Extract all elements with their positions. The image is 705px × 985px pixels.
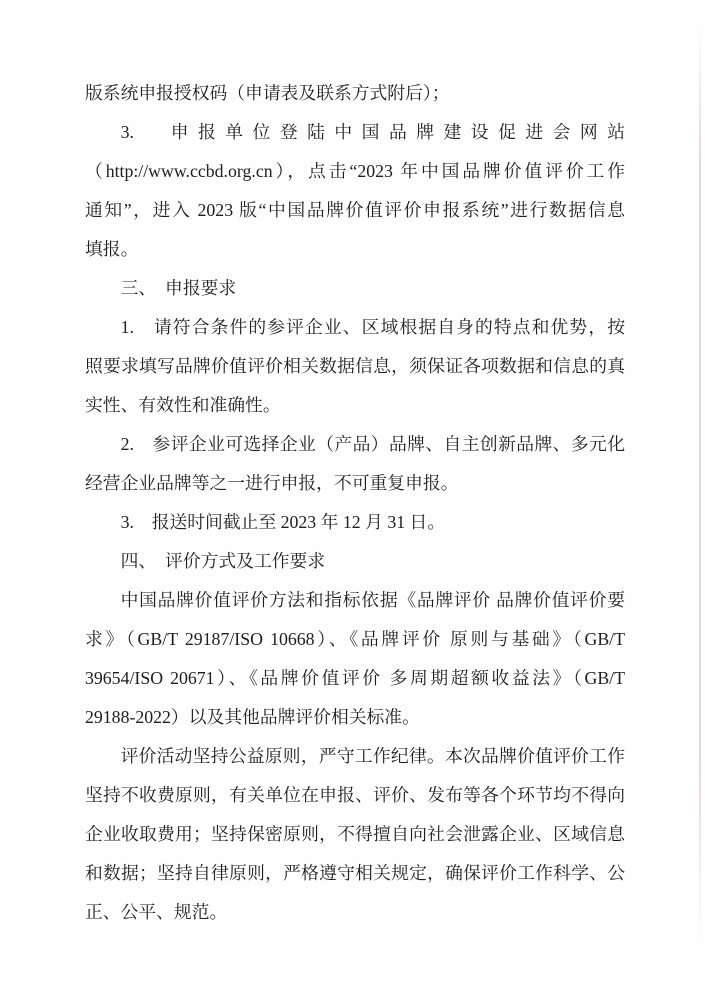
doc-line: 评价活动坚持公益原则，严守工作纪律。本次品牌价值评价工作: [120, 746, 625, 766]
doc-line-url: （http://www.ccbd.org.cn），点击“2023 年中国品牌价值评价工作: [85, 161, 625, 181]
document-body: [85, 74, 625, 932]
section-heading-three: 三、 申报要求: [120, 278, 237, 298]
doc-line-item-3: 3. 申报单位登陆中国品牌建设促进会网站: [120, 122, 625, 142]
doc-line-item-1: 1. 请符合条件的参评企业、区域根据自身的特点和优势，按: [120, 317, 625, 337]
doc-line: 填报。: [85, 239, 139, 259]
doc-line: 正、公平、规范。: [85, 902, 228, 922]
doc-line: 实性、有效性和准确性。: [85, 395, 281, 415]
doc-line: 照要求填写品牌价值评价相关数据信息，须保证各项数据和信息的真: [85, 356, 625, 376]
scan-edge-line: [699, 25, 701, 945]
doc-line: 版系统申报授权码（申请表及联系方式附后）；: [85, 83, 450, 103]
doc-line: 和数据；坚持自律原则，严格遵守相关规定，确保评价工作科学、公: [85, 863, 625, 883]
section-heading-four: 四、 评价方式及工作要求: [120, 551, 326, 571]
doc-line: 企业收取费用；坚持保密原则，不得擅自向社会泄露企业、区域信息: [85, 824, 625, 844]
doc-line: 经营企业品牌等之一进行申报，不可重复申报。: [85, 473, 459, 493]
doc-line: 通知”，进入 2023 版“中国品牌价值评价申报系统”进行数据信息: [85, 200, 625, 220]
doc-line: 中国品牌价值评价方法和指标依据《品牌评价 品牌价值评价要: [120, 590, 625, 610]
doc-line-item-2: 2. 参评企业可选择企业（产品）品牌、自主创新品牌、多元化: [120, 434, 625, 454]
doc-line-standard-gbt: 29188-2022）以及其他品牌评价相关标准。: [85, 707, 420, 727]
doc-line: 坚持不收费原则，有关单位在申报、评价、发布等各个环节均不得向: [85, 785, 625, 805]
doc-line-standard-gbt: 39654/ISO 20671）、《品牌价值评价 多周期超额收益法》（GB/T: [85, 668, 625, 688]
doc-line-item-3-deadline: 3. 报送时间截止至 2023 年 12 月 31 日。: [120, 512, 446, 532]
doc-line-standard-gbt: 求》（GB/T 29187/ISO 10668）、《品牌评价 原则与基础》（GB/T: [85, 629, 625, 649]
